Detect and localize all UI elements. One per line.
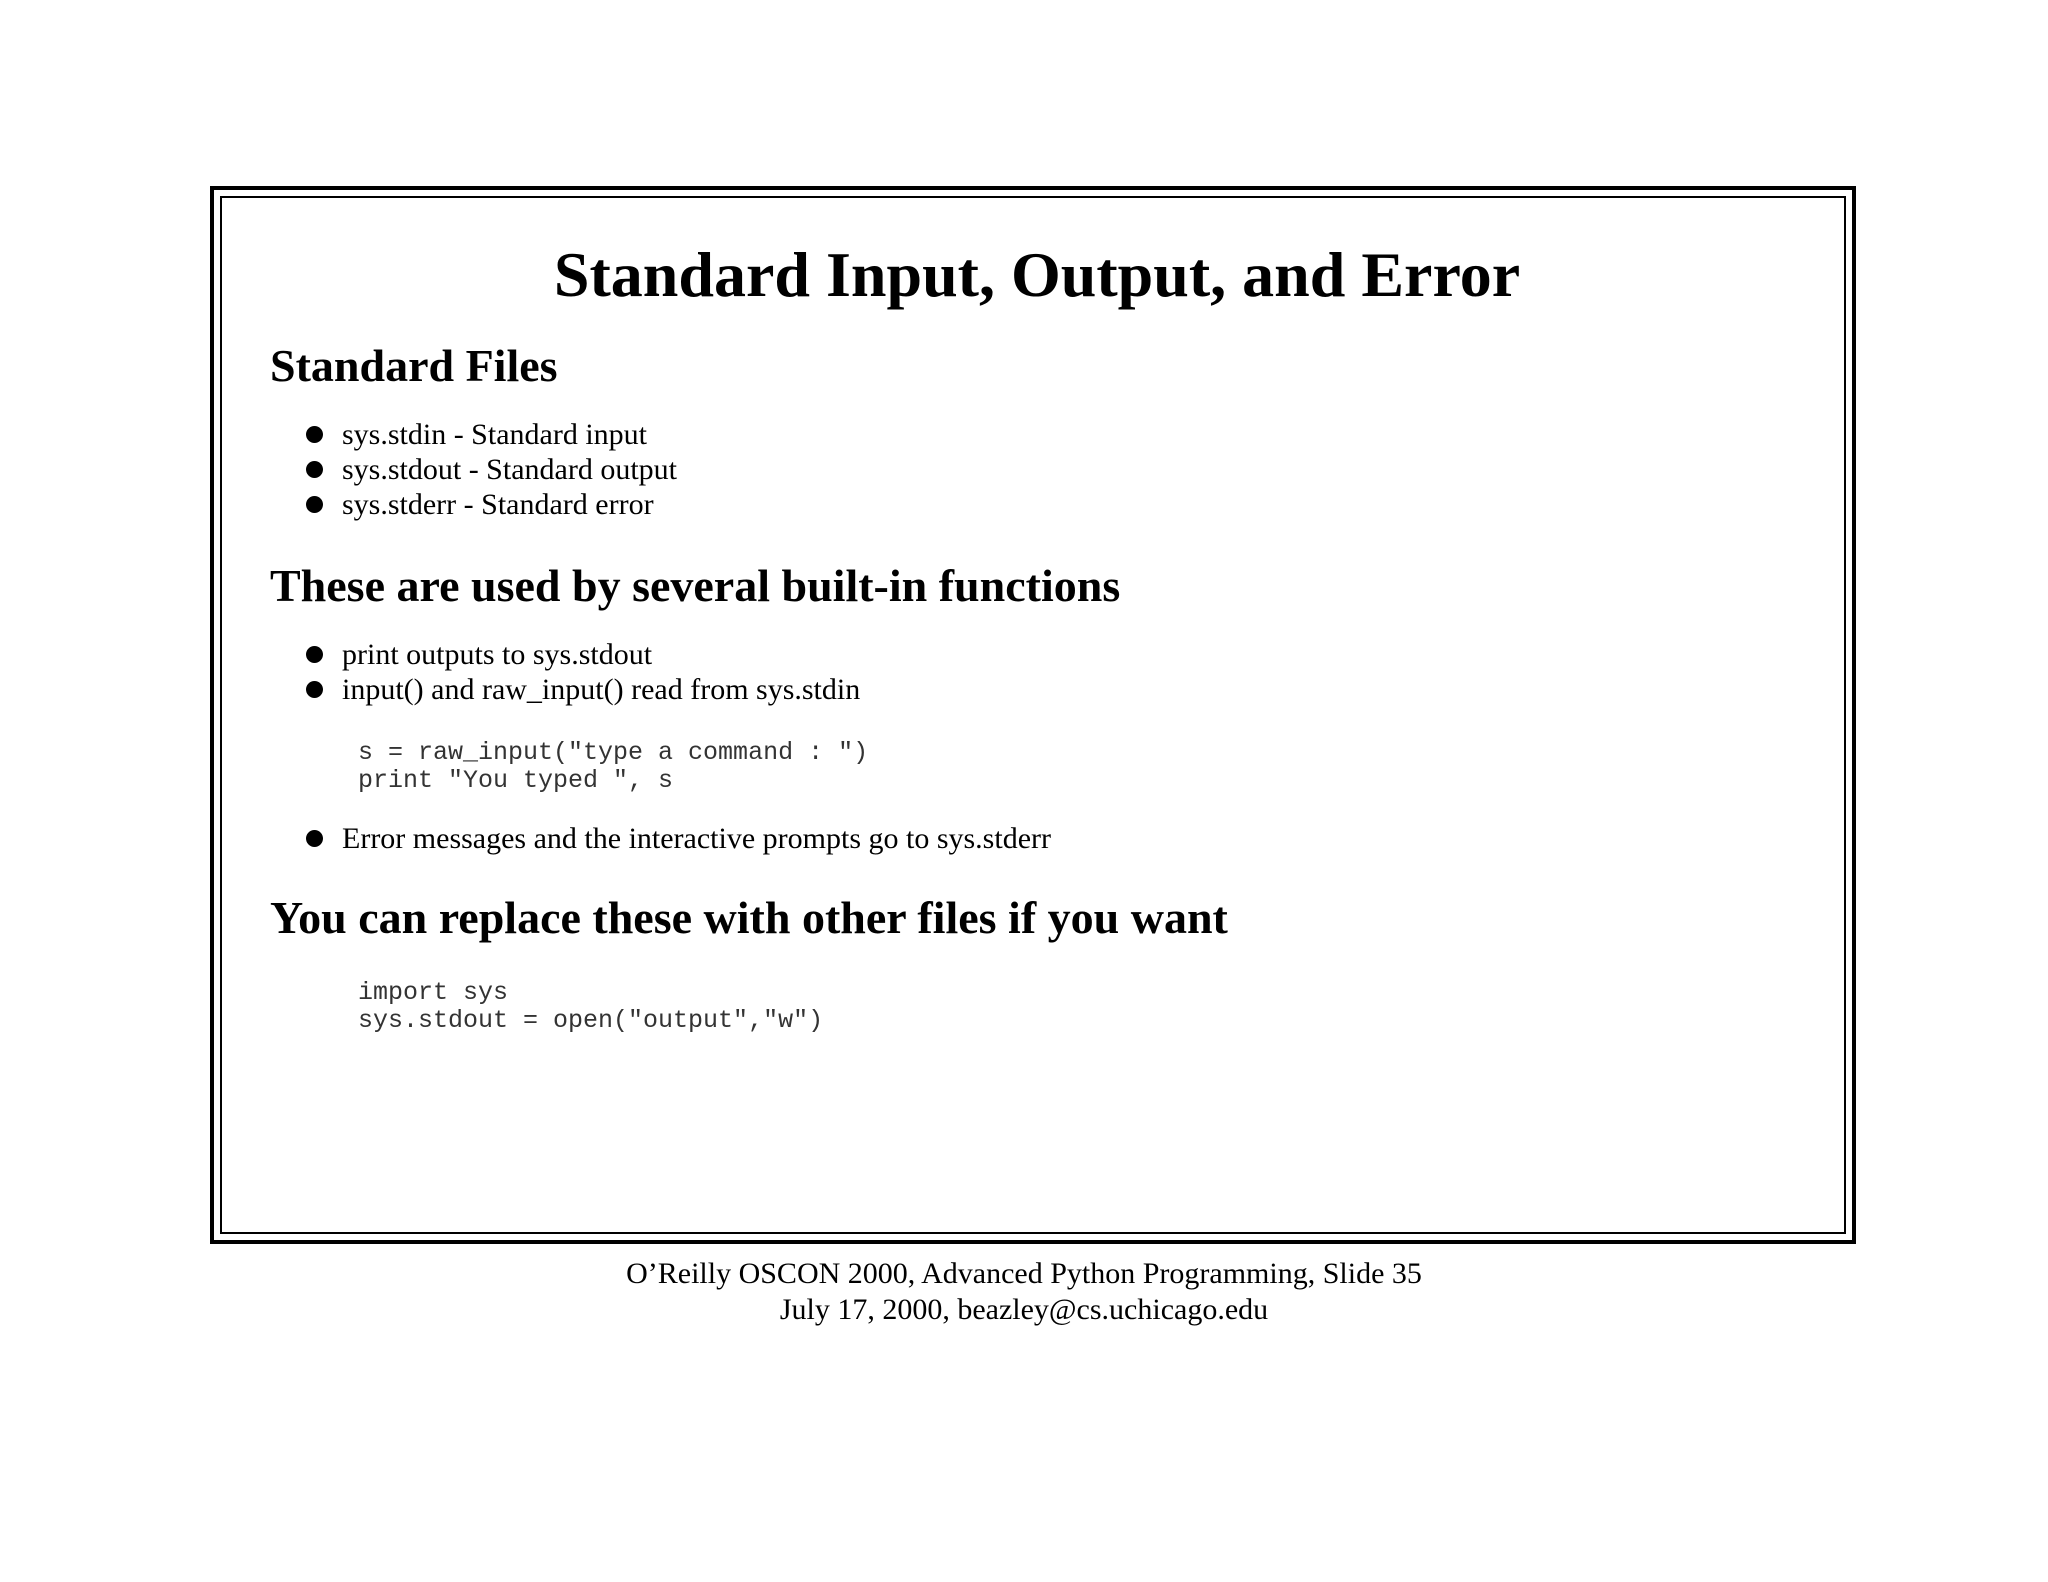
section-heading-built-in-functions: These are used by several built-in functions (270, 559, 1121, 611)
list-item (306, 417, 1804, 452)
list-item (306, 672, 1804, 707)
bullet-text: sys.stdin - Standard input (342, 417, 647, 451)
code-block-raw-input (270, 739, 1804, 795)
bullet-icon (306, 681, 323, 698)
list-item (306, 821, 1804, 856)
code-line: s = raw_input("type a command : ") (358, 737, 869, 767)
section-heading-replace-files: You can replace these with other files if you want (270, 891, 1228, 943)
slide-content (270, 238, 1804, 1035)
list-item (306, 487, 1804, 522)
bullet-text: Error messages and the interactive prompts go to sys.stderr (342, 821, 1051, 855)
bullet-icon (306, 461, 323, 478)
bullet-text: print outputs to sys.stdout (342, 637, 653, 671)
bullet-text: sys.stderr - Standard error (342, 487, 654, 521)
bullet-icon (306, 646, 323, 663)
bullet-list-stderr (270, 821, 1804, 856)
code-block-import-sys (270, 979, 1804, 1035)
slide-title: Standard Input, Output, and Error (553, 239, 1521, 310)
slide-inner-border (220, 196, 1846, 1234)
code-line: print "You typed ", s (358, 765, 674, 795)
bullet-text: input() and raw_input() read from sys.stdin (342, 672, 861, 706)
footer-line-date-email: July 17, 2000, beazley@cs.uchicago.edu (779, 1293, 1269, 1326)
footer-line-conference: O’Reilly OSCON 2000, Advanced Python Programming, Slide 35 (626, 1257, 1422, 1290)
bullet-icon (306, 426, 323, 443)
section-heading-standard-files: Standard Files (270, 339, 558, 391)
code-line: import sys (358, 978, 509, 1008)
bullet-icon (306, 496, 323, 513)
list-item (306, 637, 1804, 672)
code-line: sys.stdout = open("output","w") (358, 1006, 824, 1036)
slide-frame (210, 186, 1856, 1244)
slide-footer (0, 1256, 2048, 1328)
bullet-text: sys.stdout - Standard output (342, 452, 677, 486)
list-item (306, 452, 1804, 487)
bullet-list-standard-files (270, 417, 1804, 522)
bullet-list-built-in-functions (270, 637, 1804, 707)
bullet-icon (306, 830, 323, 847)
